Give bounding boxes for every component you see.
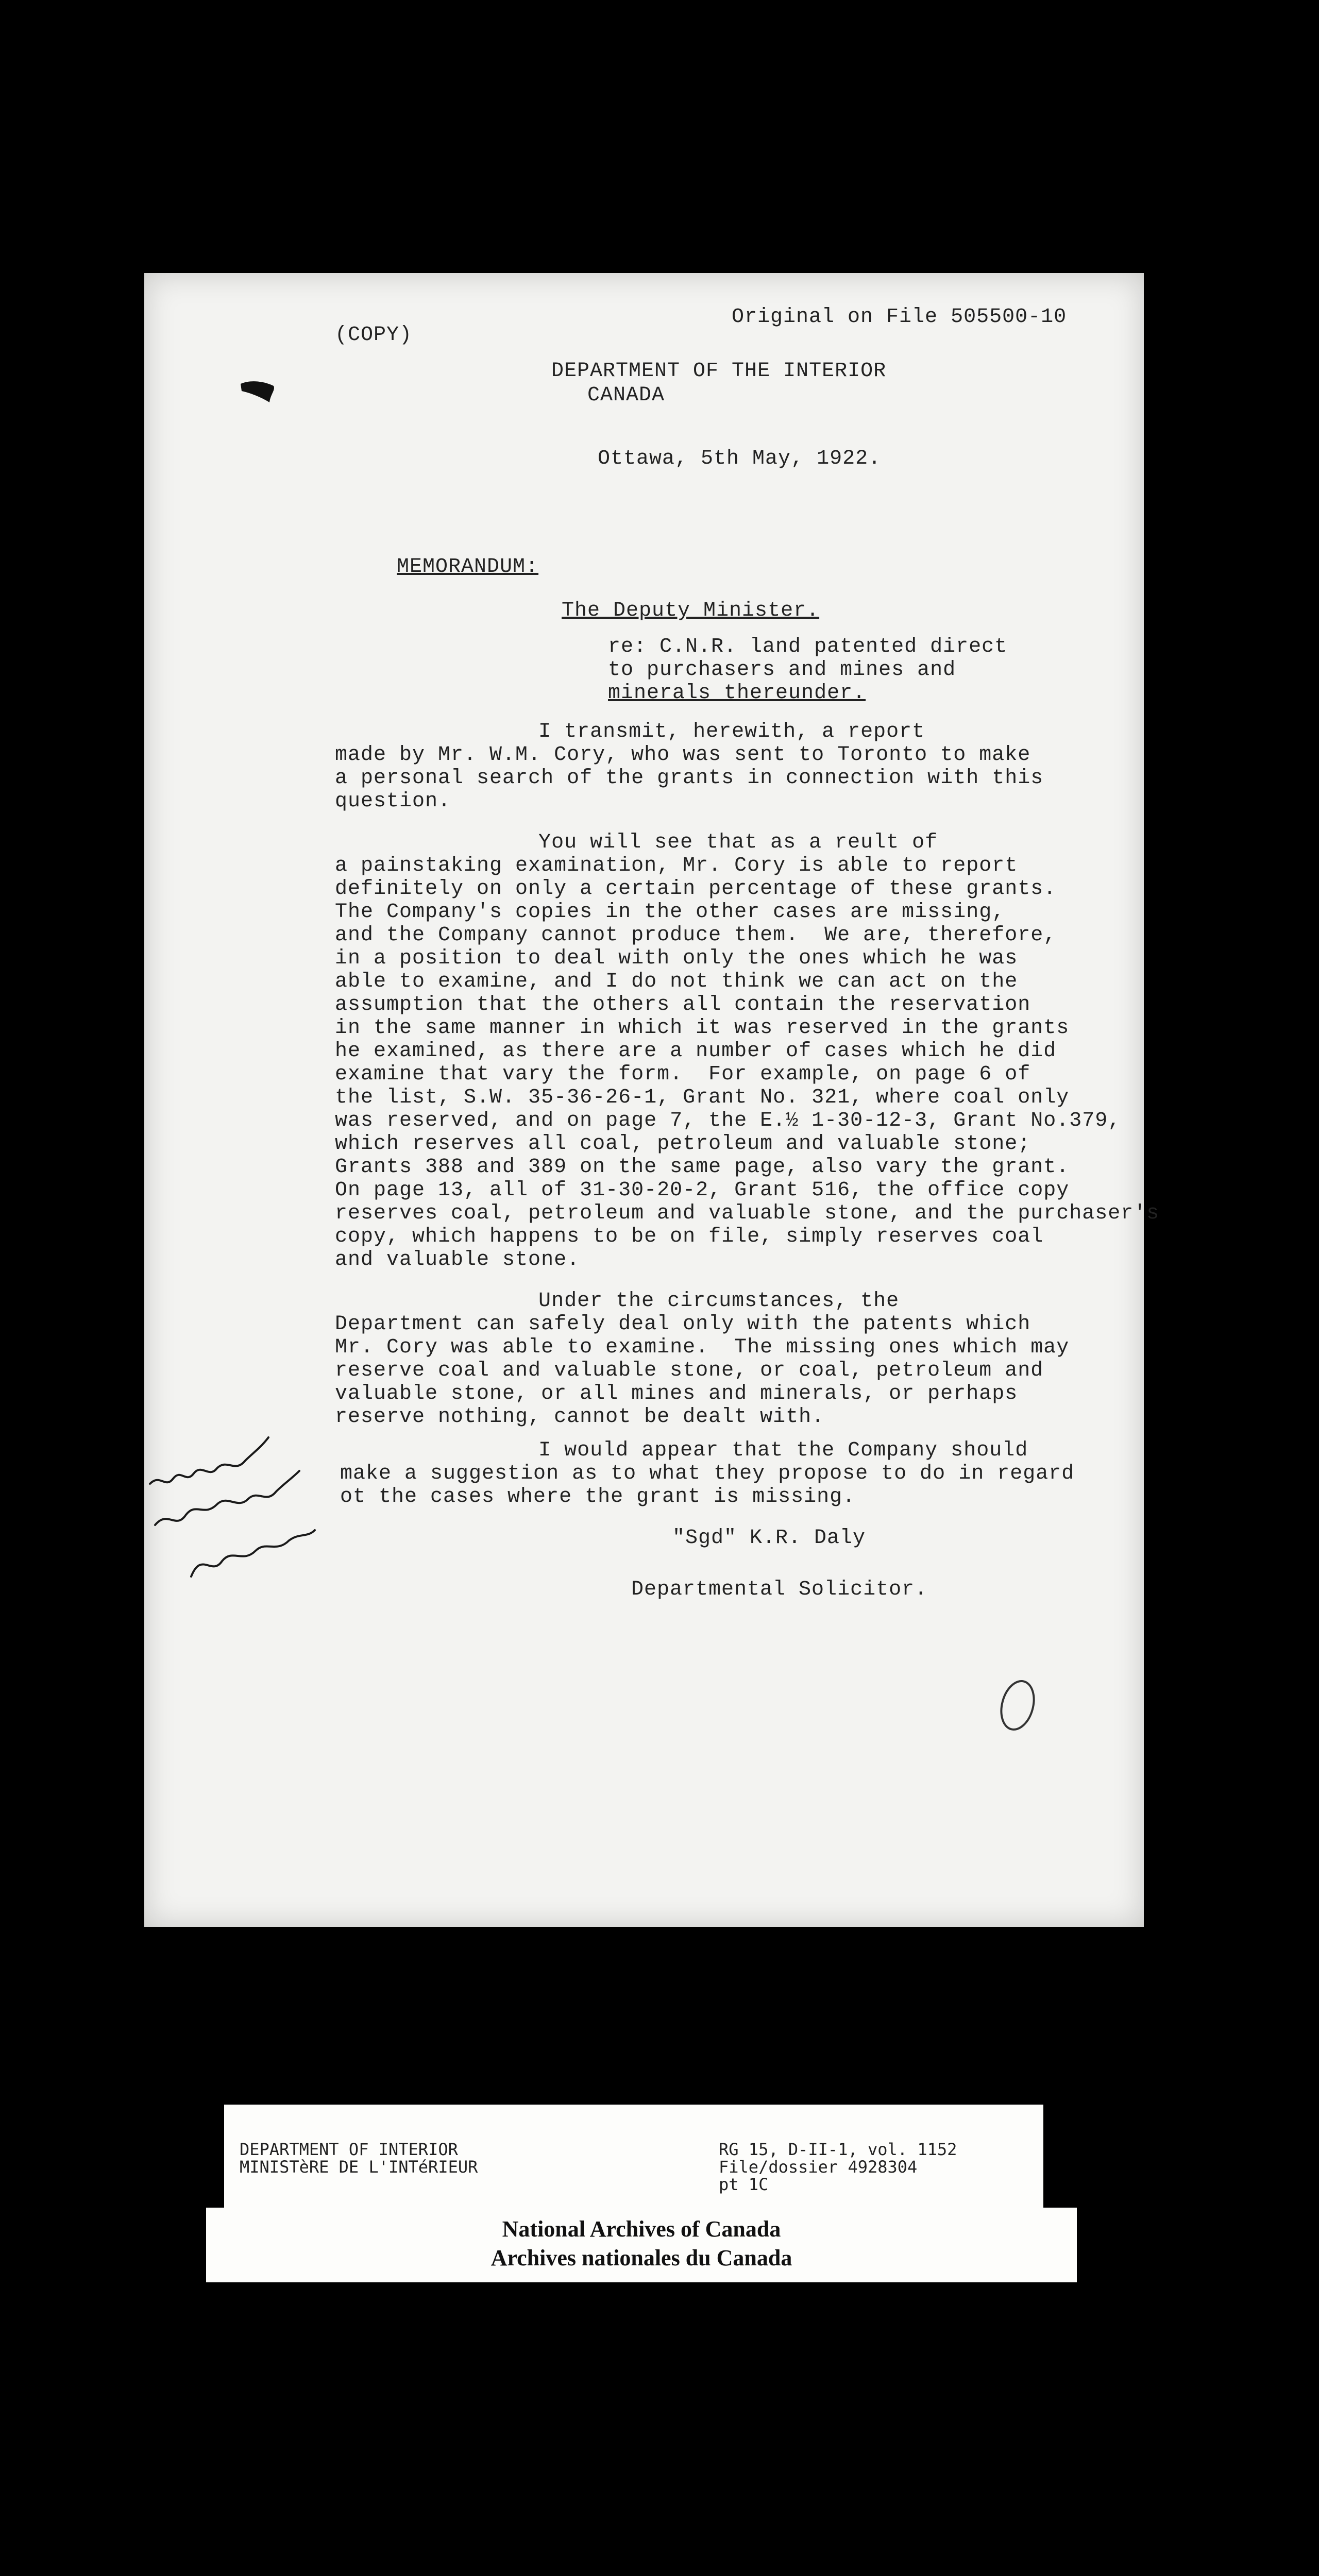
paragraph-line: in the same manner in which it was reserved in the grants (335, 1016, 1070, 1040)
memo-heading: MEMORANDUM: (397, 555, 539, 579)
paragraph-line: reserves coal, petroleum and valuable stone, and the purchaser's (335, 1202, 1160, 1225)
department-heading: DEPARTMENT OF THE INTERIOR (551, 360, 887, 383)
ink-blot (240, 379, 276, 403)
file-reference: Original on File 505500-10 (732, 306, 1067, 329)
handwritten-approval-signature (145, 1406, 330, 1613)
paragraph-line: copy, which happens to be on file, simply reserves coal (335, 1225, 1044, 1248)
paragraph-line: assumption that the others all contain the reservation (335, 993, 1031, 1016)
paragraph-line: able to examine, and I do not think we can act on the (335, 970, 1018, 993)
paragraph-line: a painstaking examination, Mr. Cory is able to report (335, 854, 1018, 877)
paragraph-line: definitely on only a certain percentage of these grants. (335, 877, 1057, 901)
subject-line: re: C.N.R. land patented direct (608, 635, 1008, 658)
copy-mark: (COPY) (335, 324, 413, 347)
place-date: Ottawa, 5th May, 1922. (598, 447, 882, 470)
paragraph-line: reserve coal and valuable stone, or coal, petroleum and (335, 1359, 1044, 1382)
subject-line: to purchasers and mines and (608, 658, 956, 682)
paragraph-line: reserve nothing, cannot be dealt with. (335, 1405, 825, 1429)
paragraph-line: Under the circumstances, the (345, 1290, 900, 1313)
paragraph-line: I transmit, herewith, a report (345, 720, 925, 743)
paragraph-line: a personal search of the grants in connection with this (335, 767, 1044, 790)
paragraph-line: ot the cases where the grant is missing. (340, 1485, 856, 1509)
paragraph-line: made by Mr. W.M. Cory, who was sent to Toronto to make (335, 743, 1031, 767)
department-en: DEPARTMENT OF INTERIOR (240, 2140, 458, 2159)
paragraph-line: which reserves all coal, petroleum and valuable stone; (335, 1132, 1031, 1156)
paragraph-line: question. (335, 790, 451, 813)
signature-title: Departmental Solicitor. (631, 1578, 928, 1601)
paragraph-line: the list, S.W. 35-36-26-1, Grant No. 321, where coal only (335, 1086, 1070, 1109)
subject-line: minerals thereunder. (608, 682, 866, 705)
paragraph-line: make a suggestion as to what they propose to do in regard (340, 1462, 1075, 1485)
addressee: The Deputy Minister. (562, 599, 820, 622)
archive-reference-label (224, 2105, 1043, 2208)
paragraph-line: You will see that as a reult of (345, 831, 938, 854)
paragraph-line: Department can safely deal only with the patents which (335, 1313, 1031, 1336)
paragraph-line: The Company's copies in the other cases are missing, (335, 901, 1005, 924)
signature-line: "Sgd" K.R. Daly (672, 1527, 866, 1550)
part-ref: pt 1C (719, 2175, 769, 2194)
paragraph-line: was reserved, and on page 7, the E.½ 1-30-12-3, Grant No.379, (335, 1109, 1121, 1132)
paragraph-line: examine that vary the form. For example, on page 6 of (335, 1063, 1031, 1086)
paragraph-line: and the Company cannot produce them. We are, therefore, (335, 924, 1057, 947)
paragraph-line: he examined, as there are a number of cases which he did (335, 1040, 1057, 1063)
handwritten-circle-mark (992, 1674, 1043, 1736)
department-fr: MINISTèRE DE L'INTéRIEUR (240, 2157, 478, 2177)
archive-name-en: National Archives of Canada (502, 2216, 781, 2242)
paragraph-line: Grants 388 and 389 on the same page, also vary the grant. (335, 1156, 1070, 1179)
file-dossier-ref: File/dossier 4928304 (719, 2157, 918, 2177)
paragraph-line: and valuable stone. (335, 1248, 580, 1272)
record-group-ref: RG 15, D-II-1, vol. 1152 (719, 2140, 957, 2159)
archive-name-label (206, 2208, 1077, 2282)
paragraph-line: Mr. Cory was able to examine. The missing ones which may (335, 1336, 1070, 1359)
archive-name-fr: Archives nationales du Canada (491, 2245, 792, 2270)
memo-document (144, 273, 1160, 1927)
paragraph-line: I would appear that the Company should (345, 1439, 1028, 1462)
paragraph-line: On page 13, all of 31-30-20-2, Grant 516, the office copy (335, 1179, 1070, 1202)
paragraph-line: in a position to deal with only the ones which he was (335, 947, 1018, 970)
country-heading: CANADA (587, 384, 665, 407)
paragraph-line: valuable stone, or all mines and minerals, or perhaps (335, 1382, 1018, 1405)
